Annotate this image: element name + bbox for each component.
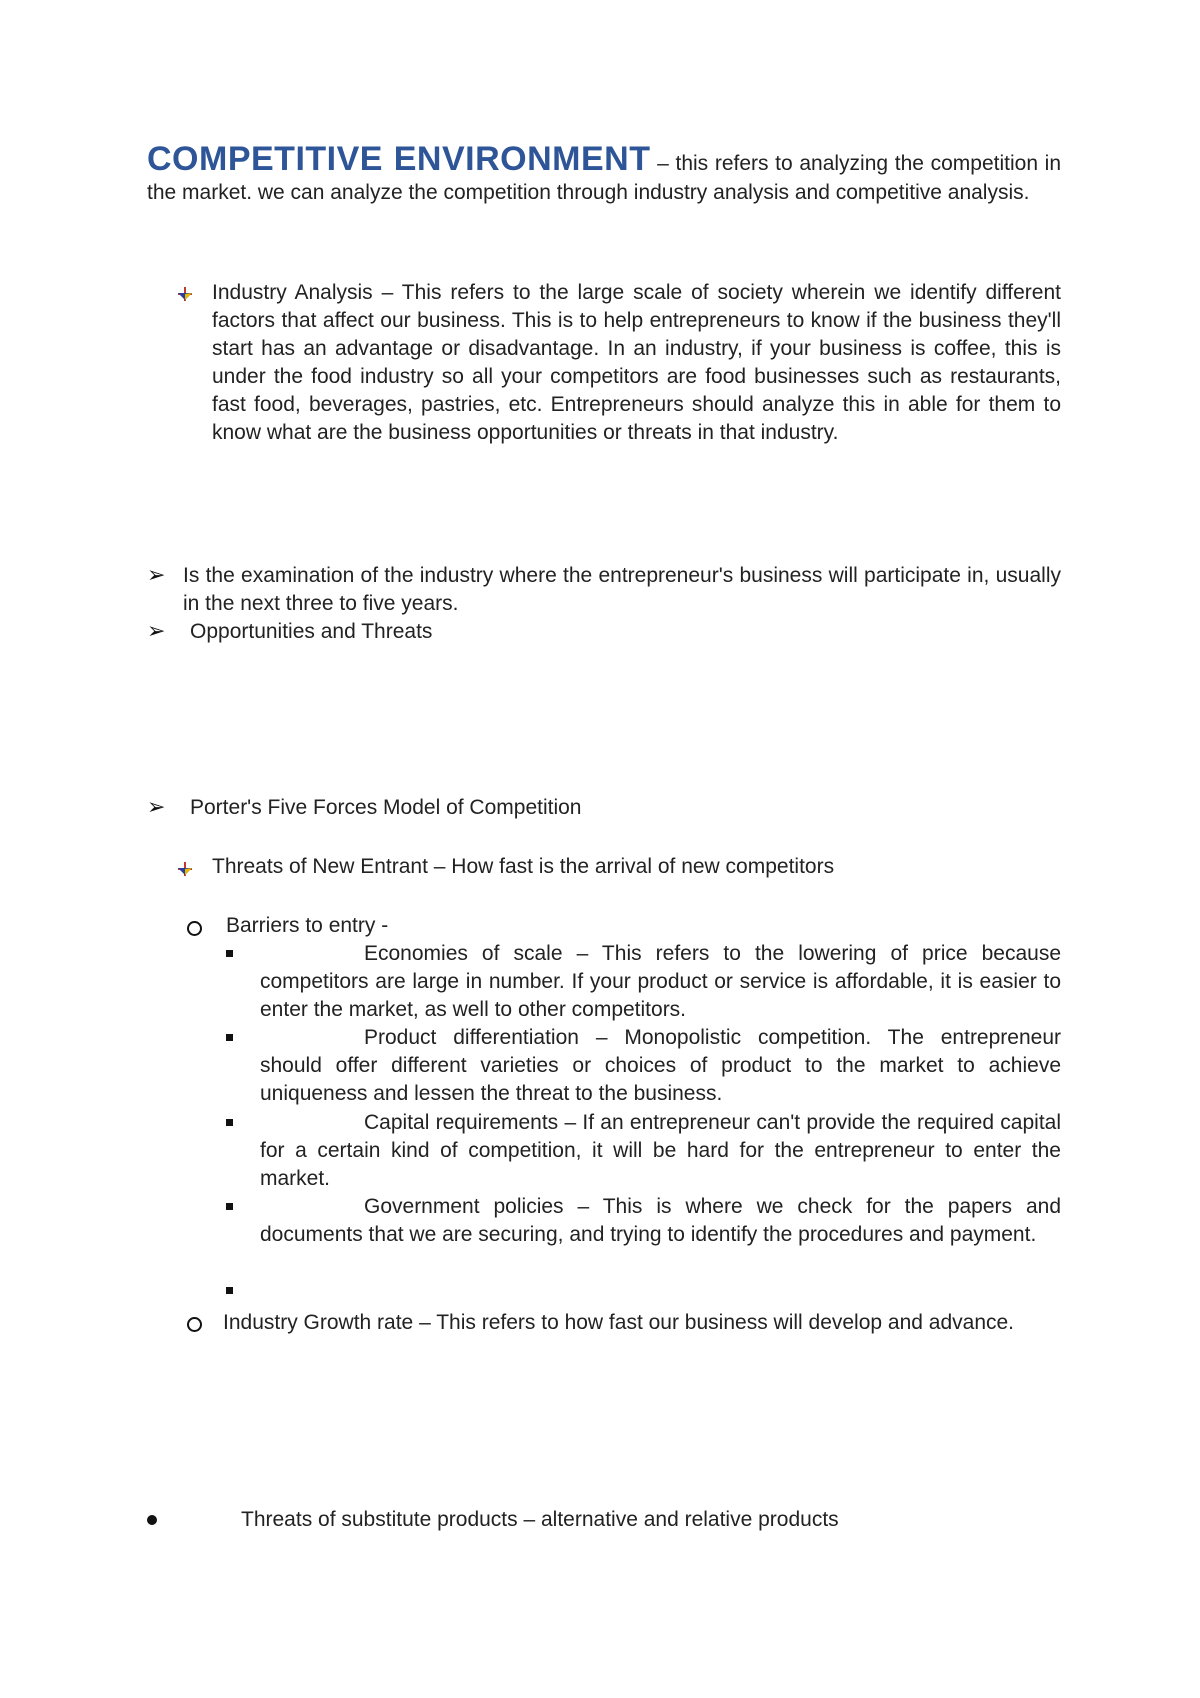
arrow-item-opportunities: Opportunities and Threats: [190, 620, 433, 643]
square-bullet-icon: [226, 1034, 233, 1041]
arrow-bullet-icon: ➢: [147, 794, 166, 819]
page-title: COMPETITIVE ENVIRONMENT: [147, 140, 651, 178]
circle-bullet-icon: [187, 921, 202, 936]
arrow-bullet-icon: ➢: [147, 618, 166, 643]
intro-text: – this refers to analyzing the competition in the market. we can analyze the competition through industry analysis and competitive analysis.: [147, 152, 1062, 204]
square-bullet-icon: [226, 1119, 233, 1126]
barriers-title: Barriers to entry -: [226, 914, 389, 937]
barrier-economies: Economies of scale – This refers to the lowering of price because competitors are large in number. If your product or service is affordable, it is easier to enter the market, as well to other competitors.: [260, 942, 1061, 1021]
substitute-text: Threats of substitute products – alternative and relative products: [241, 1508, 839, 1531]
intro-paragraph: [147, 140, 1062, 207]
square-bullet-icon: [226, 950, 233, 957]
threat-new-entrant-text: Threats of New Entrant – How fast is the arrival of new competitors: [212, 855, 835, 878]
circle-bullet-icon: [187, 1317, 202, 1332]
barrier-differentiation: Product differentiation – Monopolistic competition. The entrepreneur should offer different varieties or choices of product to the market to achieve uniqueness and lessen the threat to the business.: [260, 1026, 1061, 1105]
square-bullet-icon: [226, 1203, 233, 1210]
growth-rate-text: Industry Growth rate – This refers to how fast our business will develop and advance.: [223, 1311, 1015, 1334]
arrow-bullet-icon: ➢: [147, 562, 166, 587]
dot-bullet-icon: [147, 1515, 157, 1525]
fancy-bullet-icon: [176, 287, 194, 301]
arrow-item-porter: Porter's Five Forces Model of Competition: [190, 796, 582, 819]
square-bullet-icon: [226, 1287, 233, 1294]
barrier-capital: Capital requirements – If an entrepreneur can't provide the required capital for a certain kind of competition, it will be hard for the entrepreneur to enter the market.: [260, 1111, 1061, 1190]
barrier-government: Government policies – This is where we check for the papers and documents that we are securing, and trying to identify the procedures and payment.: [260, 1195, 1061, 1246]
fancy-bullet-icon: [176, 862, 194, 876]
industry-analysis-text: Industry Analysis – This refers to the large scale of society wherein we identify different factors that affect our business. This is to help entrepreneurs to know if the business they'll start has an advantage or disadvantage. In an industry, if your business is coffee, this is under the food industry so all your competitors are food businesses such as restaurants, fast food, beverages, pastries, etc. Entrepreneurs should analyze this in able for them to know what are the business opportunities or threats in that industry.: [212, 281, 1061, 444]
arrow-item-examination: Is the examination of the industry where the entrepreneur's business will participate in, usually in the next three to five years.: [183, 564, 1061, 615]
